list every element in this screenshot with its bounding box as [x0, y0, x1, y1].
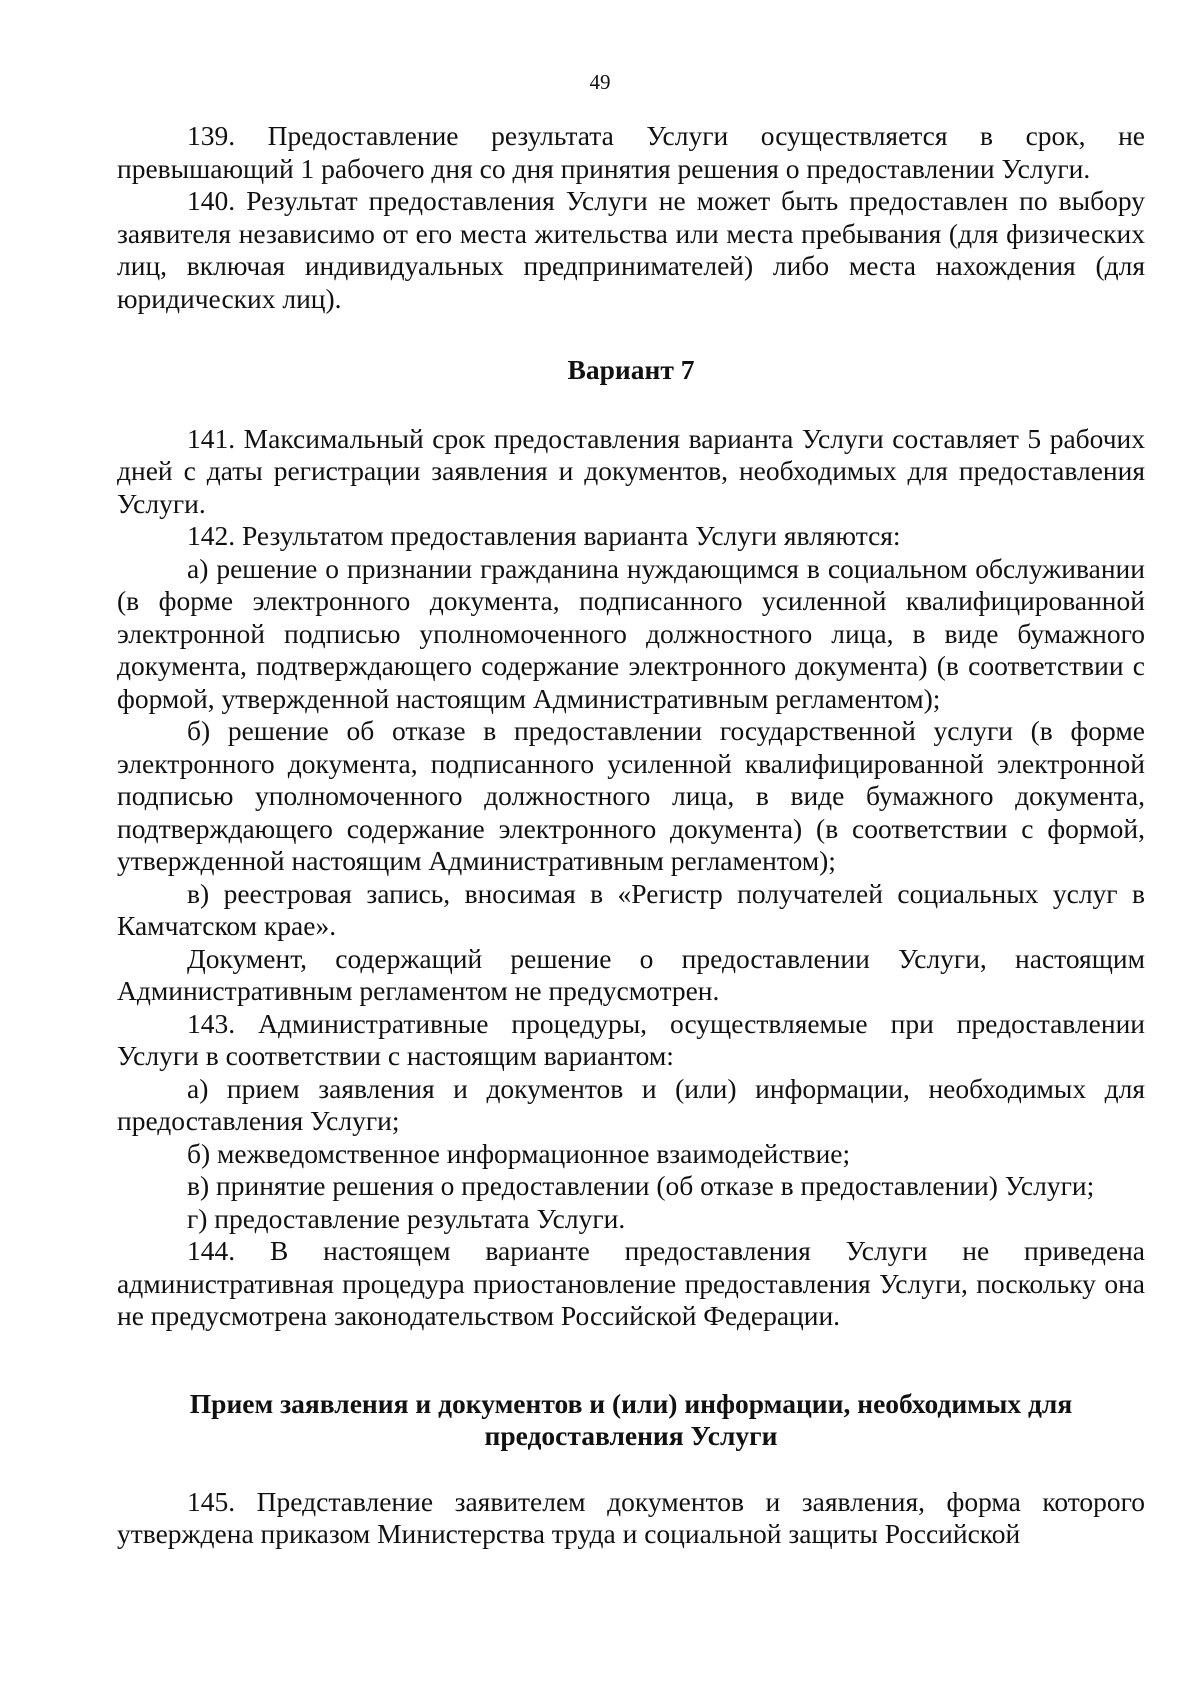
document-body	[117, 120, 1145, 1551]
page-number: 49	[589, 70, 611, 94]
paragraph-145: 145. Представление заявителем документов и заявления, форма которого утверждена приказом Министерства труда и социальной защиты Российской	[117, 1485, 1145, 1549]
paragraph-143-a: а) прием заявления и документов и (или) информации, необходимых для предоставления Услуги;	[117, 1072, 1145, 1136]
paragraph-143-b: б) межведомственное информационное взаимодействие;	[187, 1137, 851, 1169]
paragraph-document-note: Документ, содержащий решение о предоставлении Услуги, настоящим Административным регламентом не предусмотрен.	[117, 942, 1145, 1006]
paragraph-143-g: г) предоставление результата Услуги.	[187, 1202, 626, 1234]
paragraph-142-a: а) решение о признании гражданина нуждающимся в социальном обслуживании (в форме электронного документа, подписанного усиленной квалифицированной электронной подписью уполномоченного должностного лица, в виде бумажного документа, подтверждающего содержание электронного документа) (в соответствии с формой, утвержденной настоящим Административным регламентом);	[117, 552, 1145, 714]
paragraph-142: 142. Результатом предоставления варианта Услуги являются:	[187, 520, 901, 551]
paragraph-139: 139. Предоставление результата Услуги осуществляется в срок, не превышающий 1 рабочего дня со дня принятия решения о предоставлении Услуги.	[117, 120, 1145, 184]
paragraph-143: 143. Административные процедуры, осуществляемые при предоставлении Услуги в соответствии с настоящим вариантом:	[117, 1007, 1145, 1071]
heading-section-acceptance	[117, 1388, 1145, 1453]
paragraph-143-v: в) принятие решения о предоставлении (об отказе в предоставлении) Услуги;	[187, 1170, 1095, 1201]
paragraph-142-b: б) решение об отказе в предоставлении государственной услуги (в форме электронного документа, подписанного усиленной квалифицированной электронной подписью уполномоченного должностного лица, в виде бумажного документа, подтверждающего содержание электронного документа) (в соответствии с формой, утвержденной настоящим Административным регламентом);	[117, 715, 1145, 876]
heading-section-line-2: предоставления Услуги	[484, 1420, 778, 1451]
paragraph-142-v: в) реестровая запись, вносимая в «Регистр получателей социальных услуг в Камчатском крае».	[117, 877, 1145, 941]
heading-variant-7: Вариант 7	[567, 354, 695, 385]
heading-section-line-1: Прием заявления и документов и (или) информации, необходимых для	[189, 1387, 1073, 1419]
paragraph-144: 144. В настоящем варианте предоставления Услуги не приведена административная процедура приостановление предоставления Услуги, поскольку она не предусмотрена законодательством Российской Федерации.	[117, 1235, 1145, 1331]
paragraph-141: 141. Максимальный срок предоставления варианта Услуги составляет 5 рабочих дней с даты регистрации заявления и документов, необходимых для предоставления Услуги.	[117, 422, 1145, 519]
paragraph-140: 140. Результат предоставления Услуги не может быть предоставлен по выбору заявителя независимо от его места жительства или места пребывания (для физических лиц, включая индивидуальных предпринимателей) либо места нахождения (для юридических лиц).	[117, 185, 1145, 314]
